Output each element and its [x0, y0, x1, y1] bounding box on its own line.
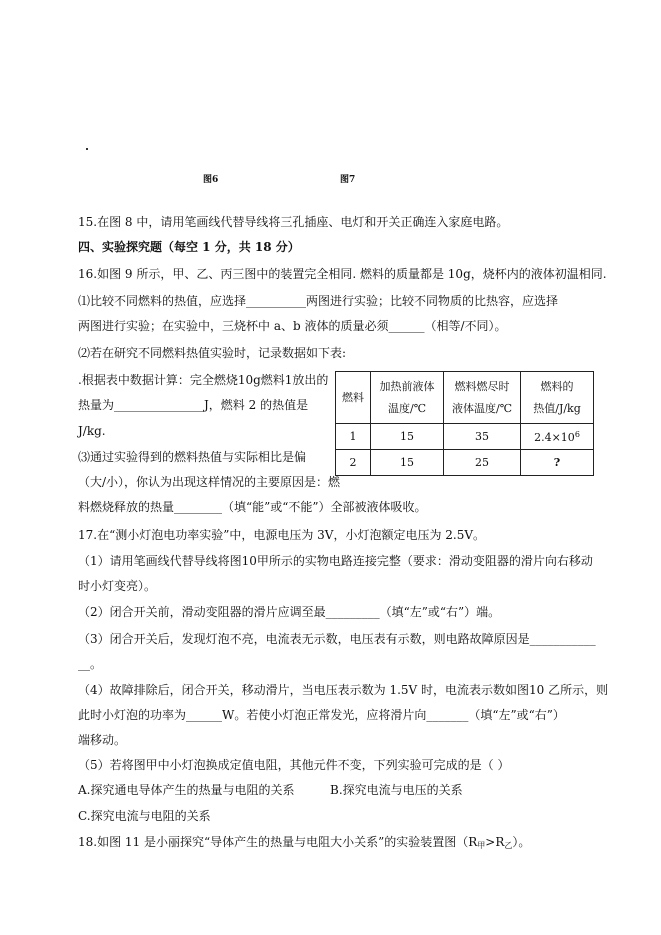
- table-cell: 15: [371, 424, 444, 450]
- q16-part3-line1: ⑶通过实验得到的燃料热值与实际相比是偏: [78, 450, 307, 464]
- table-row: [336, 424, 594, 450]
- table-cell: 35: [444, 424, 521, 450]
- q16-intro: 16.如图 9 所示，甲、乙、丙三图中的装置完全相同. 燃料的质量都是 10g，烧杯内的液体初温相同.: [78, 267, 607, 281]
- table-row: [336, 450, 594, 476]
- q17-part3-line1: （3）闭合开关后，发现灯泡不亮，电流表无示数，电压表有示数，则电路故障原因是___________: [78, 632, 596, 646]
- table-cell: $2.4\times 10^6$: [521, 424, 594, 450]
- table-cell: 25: [444, 450, 521, 476]
- q17-part1-line2: 时小灯变亮）。: [78, 579, 157, 593]
- q16-part1-line2: 两图进行实验；在实验中，三烧杯中 a、b 液体的质量必须______（相等/不同）。: [78, 319, 507, 333]
- table-header-fuel: 燃料: [336, 372, 371, 424]
- q17-part4-line1: （4）故障排除后，闭合开关，移动滑片，当电压表示数为 1.5V 时，电流表示数如图10 乙所示，则: [78, 683, 609, 697]
- stray-dot: [86, 148, 88, 150]
- q16-calc-line3: J/kg.: [78, 424, 106, 438]
- figure-6-label: 图6: [203, 175, 219, 185]
- q16-part3-line2: （大/小），你认为出现这样情况的主要原因是：燃: [78, 475, 341, 489]
- q17-part3-line2: __。: [78, 657, 103, 671]
- table-cell: 15: [371, 450, 444, 476]
- question-18: 18.如图 11 是小丽探究“导体产生的热量与电阻大小关系”的实验装置图$(R_甲>R_乙)$。: [78, 835, 531, 850]
- q16-part1-line1: ⑴比较不同燃料的热值，应选择__________两图进行实验；比较不同物质的比热容，应选择: [78, 294, 559, 308]
- q17-part2: （2）闭合开关前，滑动变阻器的滑片应调至最_________（填“左”或“右”）端。: [78, 605, 501, 619]
- q16-calc-line1: .根据表中数据计算：完全燃烧10g燃料1放出的: [78, 373, 329, 387]
- q17-option-a: A.探究通电导体产生的热量与电阻的关系: [78, 783, 295, 797]
- q16-part3-line3: 料燃烧释放的热量________（填“能”或“不能”）全部被液体吸收。: [78, 500, 427, 514]
- table-cell: 1: [336, 424, 371, 450]
- q17-part1-line1: （1）请用笔画线代替导线将图10甲所示的实物电路连接完整（要求：滑动变阻器的滑片向右移动: [78, 554, 593, 568]
- figure-7-label: 图7: [340, 175, 356, 185]
- q17-option-b: B.探究电流与电压的关系: [330, 783, 463, 797]
- q17-part4-line3: 端移动。: [78, 733, 127, 747]
- table-cell: 2: [336, 450, 371, 476]
- q16-part2: ⑵若在研究不同燃料热值实验时，记录数据如下表:: [78, 346, 347, 360]
- fuel-data-table: [335, 371, 594, 476]
- q16-calc-line2: 热量为_______________J，燃料 2 的热值是: [78, 398, 309, 412]
- q17-option-c: C.探究电流与电阻的关系: [78, 809, 211, 823]
- q17-part4-line2: 此时小灯泡的功率为______W。若使小灯泡正常发光，应将滑片向_______（填“左”或“右”）: [78, 708, 565, 722]
- table-header-final-temp: 燃料燃尽时 液体温度/℃: [444, 372, 521, 424]
- table-header-heat-value: 燃料的 热值/J/kg: [521, 372, 594, 424]
- q17-part5: （5）若将图甲中小灯泡换成定值电阻，其他元件不变，下列实验可完成的是（ ）: [78, 758, 510, 772]
- question-15: 15.在图 8 中，请用笔画线代替导线将三孔插座、电灯和开关正确连入家庭电路。: [78, 215, 509, 229]
- q17-intro: 17.在“测小灯泡电功率实验”中，电源电压为 3V，小灯泡额定电压为 2.5V。: [78, 528, 486, 542]
- section-4-heading: 四、实验探究题（每空 1 分，共 18 分）: [78, 240, 300, 254]
- table-cell: ?: [521, 450, 594, 476]
- table-header-initial-temp: 加热前液体 温度/℃: [371, 372, 444, 424]
